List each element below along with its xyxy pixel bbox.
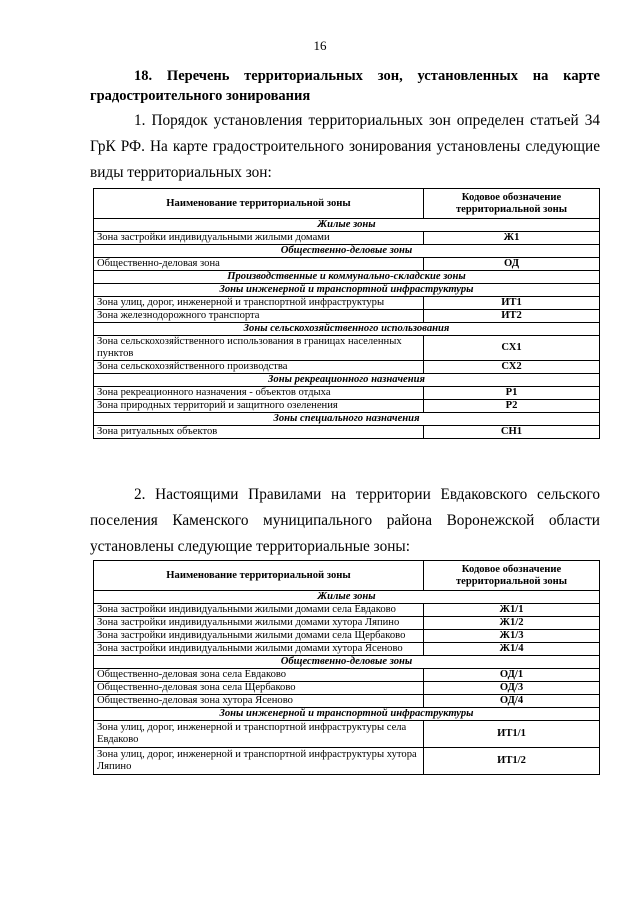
- group-row: [94, 284, 600, 297]
- zone-code: ОД/1: [424, 669, 600, 682]
- column-header-code: Кодовое обозначение территориальной зоны: [424, 189, 600, 219]
- zones-table-general-body: [94, 219, 600, 439]
- group-row: [94, 245, 600, 258]
- group-row: [94, 413, 600, 426]
- table-row: [94, 630, 600, 643]
- table-row: [94, 682, 600, 695]
- table-row: [94, 387, 600, 400]
- zone-name: Зона застройки индивидуальными жилыми домами села Евдаково: [94, 604, 424, 617]
- table-row: [94, 400, 600, 413]
- zone-code: Ж1/3: [424, 630, 600, 643]
- section-heading: 18. Перечень территориальных зон, установленных на карте градостроительного зонирования: [90, 68, 600, 104]
- group-label: Жилые зоны: [94, 219, 600, 232]
- zone-name: Зона сельскохозяйственного использования в границах населенных пунктов: [94, 336, 424, 361]
- zone-name: Зона застройки индивидуальными жилыми домами села Щербаково: [94, 630, 424, 643]
- zone-name: Зона железнодорожного транспорта: [94, 310, 424, 323]
- zone-code: ИТ1: [424, 297, 600, 310]
- group-row: [94, 591, 600, 604]
- zone-name: Общественно-деловая зона хутора Ясеново: [94, 695, 424, 708]
- table-row: [94, 258, 600, 271]
- zones-table-general: [93, 188, 600, 439]
- zone-name: Общественно-деловая зона села Щербаково: [94, 682, 424, 695]
- zone-name: Зона улиц, дорог, инженерной и транспортной инфраструктуры: [94, 297, 424, 310]
- table-row: [94, 336, 600, 361]
- table-header-row: [94, 189, 600, 219]
- table-row: [94, 297, 600, 310]
- group-label: Производственные и коммунально-складские зоны: [94, 271, 600, 284]
- zone-name: Зона природных территорий и защитного озеленения: [94, 400, 424, 413]
- table-row: [94, 361, 600, 374]
- zone-code: ИТ2: [424, 310, 600, 323]
- zones-table-settlement-body: [94, 591, 600, 775]
- zone-code: Ж1: [424, 232, 600, 245]
- group-label: Общественно-деловые зоны: [94, 656, 600, 669]
- column-header-name: Наименование территориальной зоны: [94, 561, 424, 591]
- table-row: [94, 721, 600, 748]
- table-row: [94, 748, 600, 775]
- zone-code: ОД/4: [424, 695, 600, 708]
- group-label: Зоны сельскохозяйственного использования: [94, 323, 600, 336]
- zone-name: Зона застройки индивидуальными жилыми домами хутора Ляпино: [94, 617, 424, 630]
- table-row: [94, 643, 600, 656]
- zone-code: Р1: [424, 387, 600, 400]
- group-row: [94, 271, 600, 284]
- table-row: [94, 617, 600, 630]
- group-label: Зоны рекреационного назначения: [94, 374, 600, 387]
- zone-name: Зона улиц, дорог, инженерной и транспортной инфраструктуры хутора Ляпино: [94, 748, 424, 775]
- paragraph-1: 1. Порядок установления территориальных зон определен статьей 34 ГрК РФ. На карте градостроительного зонирования установлены следующие виды территориальных зон:: [90, 112, 600, 181]
- group-label: Общественно-деловые зоны: [94, 245, 600, 258]
- group-label: Зоны инженерной и транспортной инфраструктуры: [94, 284, 600, 297]
- table-row: [94, 604, 600, 617]
- table-row: [94, 426, 600, 439]
- zone-code: СН1: [424, 426, 600, 439]
- zone-code: Ж1/4: [424, 643, 600, 656]
- table-row: [94, 669, 600, 682]
- group-label: Жилые зоны: [94, 591, 600, 604]
- zone-code: СХ1: [424, 336, 600, 361]
- table-row: [94, 310, 600, 323]
- zone-name: Общественно-деловая зона: [94, 258, 424, 271]
- table-row: [94, 232, 600, 245]
- zone-code: СХ2: [424, 361, 600, 374]
- zone-name: Зона застройки индивидуальными жилыми домами: [94, 232, 424, 245]
- group-row: [94, 708, 600, 721]
- zone-name: Зона застройки индивидуальными жилыми домами хутора Ясеново: [94, 643, 424, 656]
- table-row: [94, 695, 600, 708]
- zone-code: ОД/3: [424, 682, 600, 695]
- group-row: [94, 323, 600, 336]
- zone-code: Р2: [424, 400, 600, 413]
- zone-code: Ж1/2: [424, 617, 600, 630]
- zone-code: ИТ1/2: [424, 748, 600, 775]
- group-row: [94, 219, 600, 232]
- zone-name: Зона сельскохозяйственного производства: [94, 361, 424, 374]
- zone-code: ОД: [424, 258, 600, 271]
- column-header-name: Наименование территориальной зоны: [94, 189, 424, 219]
- group-label: Зоны специального назначения: [94, 413, 600, 426]
- group-label: Зоны инженерной и транспортной инфраструктуры: [94, 708, 600, 721]
- page-number: 16: [313, 38, 327, 53]
- paragraph-2: 2. Настоящими Правилами на территории Евдаковского сельского поселения Каменского муниципального района Воронежской области установлены следующие территориальные зоны:: [90, 486, 600, 555]
- group-row: [94, 374, 600, 387]
- zone-name: Зона ритуальных объектов: [94, 426, 424, 439]
- zone-code: Ж1/1: [424, 604, 600, 617]
- table-header-row: [94, 561, 600, 591]
- zones-table-settlement: [93, 560, 600, 775]
- zone-name: Зона рекреационного назначения - объектов отдыха: [94, 387, 424, 400]
- zone-name: Зона улиц, дорог, инженерной и транспортной инфраструктуры села Евдаково: [94, 721, 424, 748]
- zone-name: Общественно-деловая зона села Евдаково: [94, 669, 424, 682]
- group-row: [94, 656, 600, 669]
- column-header-code: Кодовое обозначение территориальной зоны: [424, 561, 600, 591]
- zone-code: ИТ1/1: [424, 721, 600, 748]
